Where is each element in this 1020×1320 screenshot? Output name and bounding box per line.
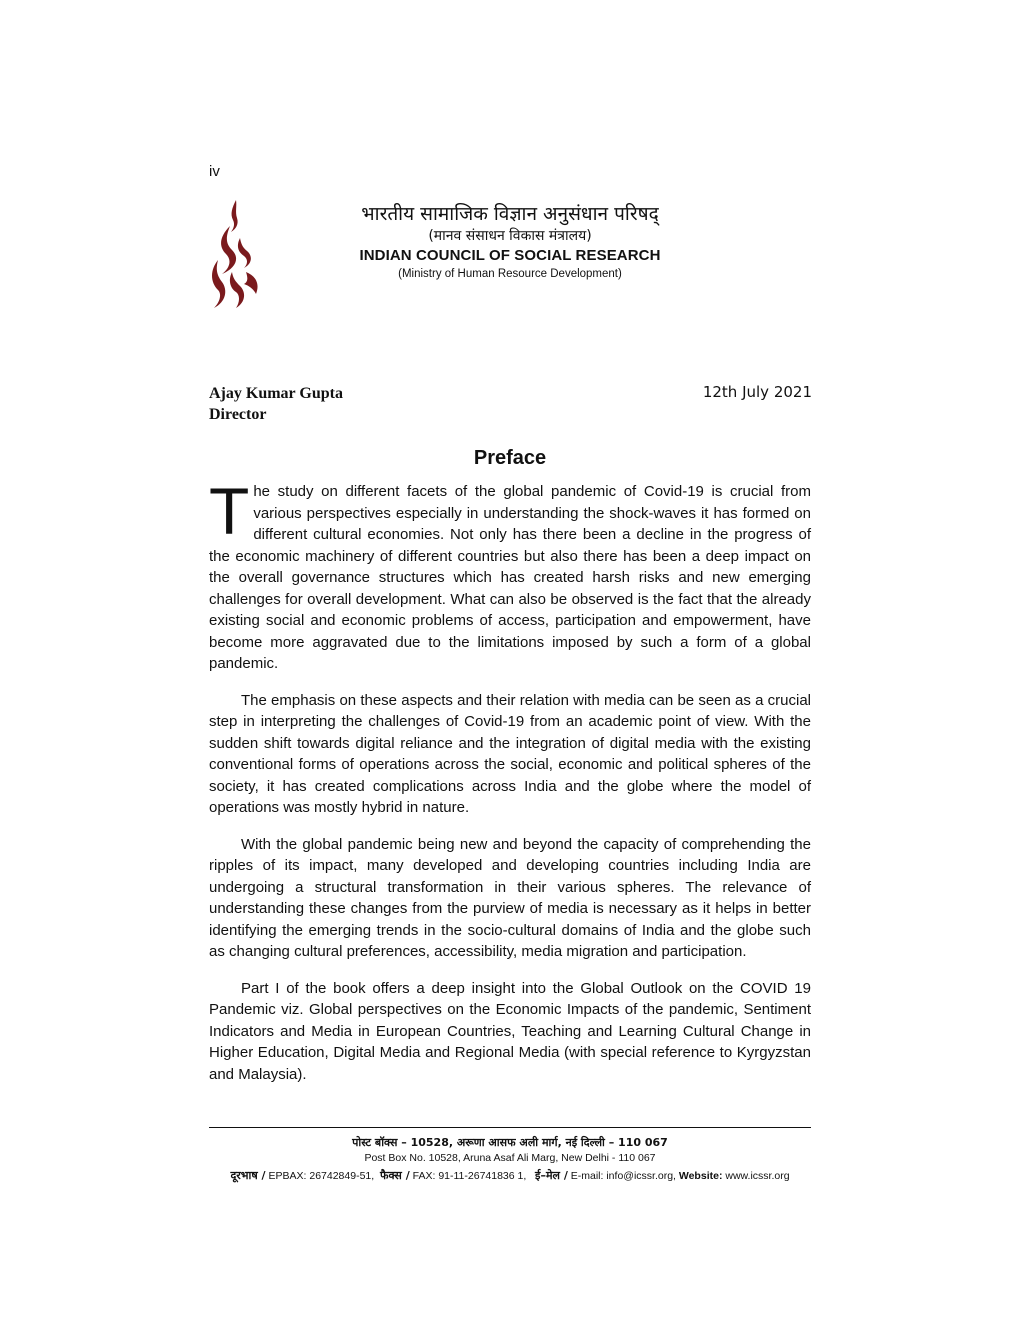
letter-date: 12th July 2021 bbox=[702, 383, 812, 401]
email-address: E-mail: info@icssr.org, bbox=[570, 1170, 676, 1182]
ministry-english: (Ministry of Human Resource Development) bbox=[398, 268, 622, 280]
signatory-title: Director bbox=[209, 406, 267, 423]
dropcap: T bbox=[209, 474, 250, 548]
preface-paragraph-3: With the global pandemic being new and beyond the capacity of comprehending the ripples of its impact, many developed and developing countries including India are undergoing a structural transformation in their various spheres. The relevance of understanding these changes from the purview of media is necessary as it helps in better identifying the emerging trends in the socio-cultural domains of India and the globe such as changing cultural preferences, accessibility, media migration and participation. bbox=[209, 835, 811, 960]
signatory-name: Ajay Kumar Gupta bbox=[209, 385, 343, 402]
phone-label-hindi: दूरभाष / bbox=[230, 1169, 266, 1182]
phone-number: EPBAX: 26742849-51, bbox=[268, 1170, 375, 1182]
org-name-english: INDIAN COUNCIL OF SOCIAL RESEARCH bbox=[359, 247, 661, 264]
website-link[interactable]: www.icssr.org bbox=[725, 1170, 790, 1182]
email-label-hindi: ई–मेल / bbox=[535, 1169, 568, 1182]
preface-body bbox=[209, 474, 811, 1100]
preface-paragraph-1: The study on different facets of the global pandemic of Covid-19 is crucial from various perspectives especially in understanding the shock-waves it has formed on different cultural economies. Not only has there been a decline in the progress of the economic machinery of different countries but also there has been a deep impact on the overall governance structures which has created harsh risks and new emerging challenges for overall development. What can also be observed is the fact that the already existing social and economic problems of access, participation and empowerment, have become more aggravated due to the limitations imposed by such a form of a global pandemic. bbox=[209, 474, 811, 672]
preface-paragraph-2: The emphasis on these aspects and their relation with media can be seen as a crucial step in interpreting the challenges of Covid-19 from an academic point of view. With the sudden shift towards digital reliance and the integration of digital media with the existing conventional forms of operations across the social, economic and political spheres of the society, it has created complications across India and the globe where the model of operations was mostly hybrid in nature. bbox=[209, 691, 811, 816]
footer-contact bbox=[209, 1168, 811, 1183]
fax-label-hindi: फैक्स / bbox=[380, 1169, 410, 1182]
fax-number: FAX: 91-11-26741836 1, bbox=[412, 1170, 527, 1182]
page-number: iv bbox=[209, 163, 220, 180]
footer-address-hindi: पोस्ट बॉक्स – 10528, अरूणा आसफ अली मार्ग, नई दिल्ली – 110 067 bbox=[352, 1136, 668, 1149]
website-label: Website: bbox=[678, 1170, 723, 1182]
org-name-hindi: भारतीय सामाजिक विज्ञान अनुसंधान परिषद् bbox=[361, 203, 659, 225]
signatory-block bbox=[209, 383, 343, 425]
icssr-logo bbox=[206, 198, 262, 310]
preface-title: Preface bbox=[473, 447, 547, 469]
footer-address-english: Post Box No. 10528, Aruna Asaf Ali Marg, New Delhi - 110 067 bbox=[364, 1152, 656, 1164]
footer-divider bbox=[209, 1127, 811, 1128]
ministry-hindi: (मानव संसाधन विकास मंत्रालय) bbox=[428, 228, 592, 244]
preface-paragraph-4: Part I of the book offers a deep insight into the Global Outlook on the COVID 19 Pandemic viz. Global perspectives on the Economic Impacts of the pandemic, Sentiment Indicators and Media in European Countries, Teaching and Learning Cultural Change in Higher Education, Digital Media and Regional Media (with special reference to Kyrgyzstan and Malaysia). bbox=[209, 979, 811, 1083]
